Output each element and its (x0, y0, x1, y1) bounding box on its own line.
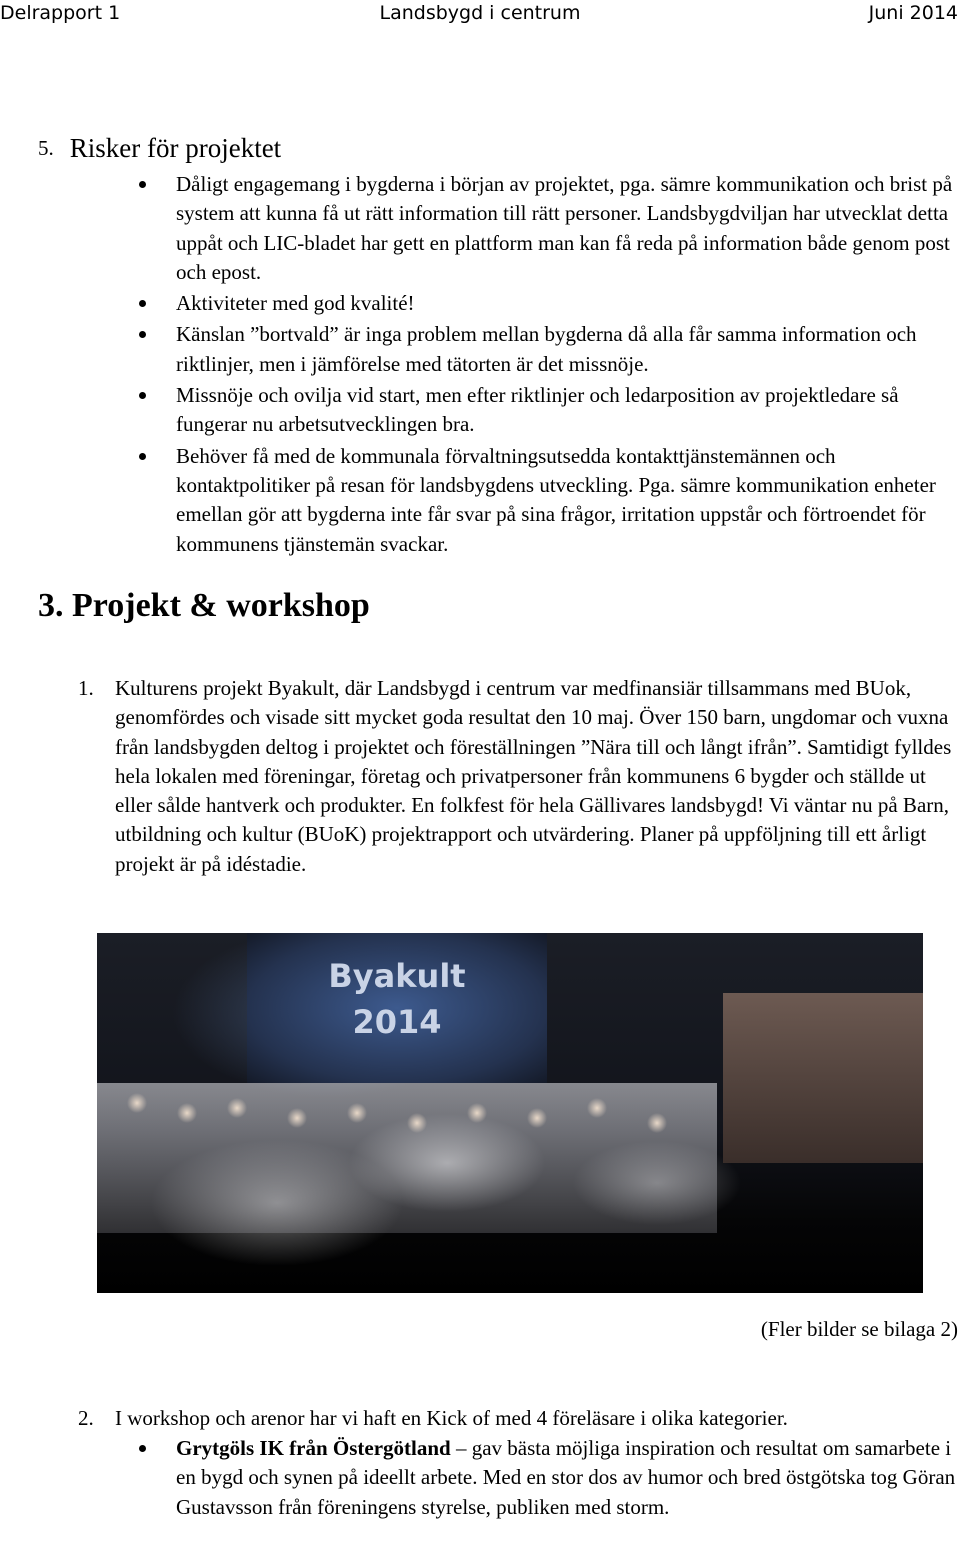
list-item (0, 170, 960, 287)
section-5-number: 5. (38, 136, 54, 160)
workshop-speaker: Grytgöls IK från Östergötland (176, 1436, 451, 1460)
photo-caption: (Fler bilder se bilaga 2) (760, 1317, 958, 1341)
performers (97, 1083, 717, 1233)
risk-text: Behöver få med de kommunala förvaltningsutsedda kontakttjänstemännen och kontaktpolitiker på resan för landsbygdens utveckling. Pga. sämre kommunikation enheter emellan gör att bygderna inte får svar på sina frågor, irritation uppstår och förtroendet för kommunens tjänstemän svackar. (176, 443, 936, 556)
workshop-text: – gav bästa möjliga inspiration och resultat om samarbete i en bygd och synen på ideellt arbete. Med en stor dos av humor och bred östgötska tog Göran Gustavsson från föreningens styrelse, publiken med storm. (176, 1436, 956, 1519)
stage-backdrop (723, 993, 923, 1163)
section-5-heading (38, 133, 281, 164)
item-number: 1. (78, 676, 94, 700)
risk-text: Aktiviteter med god kvalité! (176, 291, 415, 316)
page-header (0, 0, 960, 30)
section-3-heading: 3. Projekt & workshop (38, 587, 370, 624)
project-item-1 (78, 674, 958, 879)
byakult-photo (97, 933, 923, 1293)
risk-text: Känslan ”bortvald” är inga problem mellan bygderna då alla får samma information och riktlinjer, men i jämförelse med tätorten är det missnöje. (176, 322, 917, 376)
projection-line-1: Byakult (328, 957, 466, 995)
project-item-2 (78, 1404, 958, 1433)
list-item (0, 320, 960, 379)
bullet-icon (139, 300, 146, 307)
list-item (0, 442, 960, 559)
header-left: Delrapport 1 (0, 2, 121, 24)
list-item (0, 289, 960, 318)
item-number: 2. (78, 1406, 94, 1430)
projection-line-2: 2014 (352, 1003, 442, 1041)
risk-text: Dåligt engagemang i bygderna i början av projektet, pga. sämre kommunikation och brist på system att kunna få ut rätt information till rätt personer. Landsbygdviljan har utvecklat detta uppåt och LIC-bladet har gett en plattform man kan få reda på information både genom post och epost. (176, 172, 953, 284)
projection-text (297, 953, 497, 1045)
bullet-icon (139, 392, 146, 399)
risk-text: Missnöje och ovilja vid start, men efter riktlinjer och ledarposition av projektledare så fungerar nu arbetsutvecklingen bra. (176, 383, 899, 437)
header-right: Juni 2014 (868, 2, 958, 24)
risk-list (0, 170, 960, 561)
bullet-icon (139, 1445, 146, 1452)
bullet-icon (139, 181, 146, 188)
header-center: Landsbygd i centrum (379, 2, 581, 24)
item-text: Kulturens projekt Byakult, där Landsbygd i centrum var medfinansiär tillsammans med BUok, genomfördes och visade sitt mycket goda resultat den 10 maj. Över 150 barn, ungdomar och vuxna från landsbygden deltog i projektet och föreställningen ”Nära till och långt ifrån”. Samtidigt fylldes hela lokalen med föreningar, företag och privatpersoner från kommunens 6 bygder och ställde ut eller sålde hantverk och produkter. En folkfest för hela Gällivares landsbygd! Vi väntar nu på Barn, utbildning och kultur (BUoK) projektrapport och utvärdering. Planer på uppföljning till ett årligt projekt är på idéstadie. (115, 676, 952, 876)
list-item (0, 381, 960, 440)
section-5-title: Risker för projektet (69, 133, 282, 163)
list-item (0, 1434, 960, 1522)
bullet-icon (139, 453, 146, 460)
workshop-list (0, 1434, 960, 1524)
bullet-icon (139, 331, 146, 338)
item-text: I workshop och arenor har vi haft en Kick of med 4 föreläsare i olika kategorier. (115, 1406, 788, 1430)
